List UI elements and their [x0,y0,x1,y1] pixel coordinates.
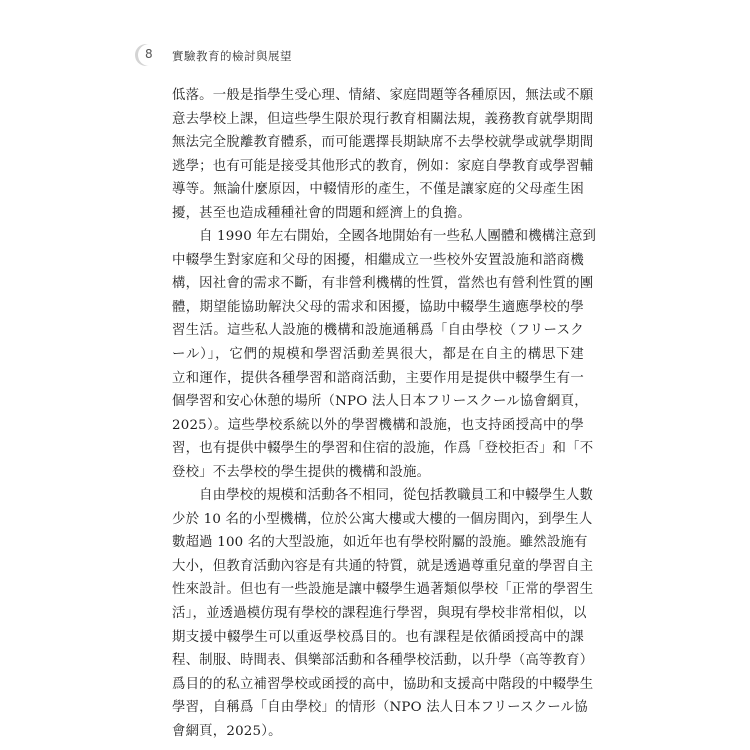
text-line: 自由學校的規模和活動各不相同，從包括教職員工和中輟學生人數 [199,488,594,504]
page-header [138,44,598,68]
text-line: 活」，並透過模仿現有學校的課程進行學習，與現有學校非常相似，以 [172,606,587,622]
paragraph [172,225,597,484]
page-body [172,84,597,743]
text-line: 擾，甚至也造成種種社會的問題和經濟上的負擔。 [172,205,471,221]
text-line: 個學習和安心休憩的場所（NPO 法人日本フリースクール協會網頁， [172,394,588,410]
page-number-badge [138,44,160,66]
text-line: 學習，自稱爲「自由學校」的情形（NPO 法人日本フリースクール協 [172,700,588,716]
text-line: 體，期望能協助解決父母的需求和困擾，協助中輟學生適應學校的學 [172,299,584,315]
paragraph [172,484,594,743]
text-line: 會網頁，2025）。 [172,723,282,739]
text-line: 爲目的的私立補習學校或函授的高中，協助和支援高中階段的中輟學生 [172,676,594,692]
text-line: 無法完全脫離教育體系，而可能選擇長期缺席不去學校就學或就學期間 [172,135,594,151]
text-line: 低落。一般是指學生受心理、情緒、家庭問題等各種原因，無法或不願 [172,88,594,103]
text-line: 中輟學生對家庭和父母的困擾，相繼成立一些校外安置設施和諮商機 [172,252,584,268]
text-line: 構，因社會的需求不斷，有非營利機構的性質，當然也有營利性質的團 [172,276,594,292]
text-line: ール）」，它們的規模和學習活動差異很大，都是在自主的構思下建 [172,347,584,363]
page-number: 8 [145,47,153,61]
text-line: 2025）。這些學校系統以外的學習機構和設施，也支持函授高中的學 [172,417,584,433]
text-line: 逃學；也有可能是接受其他形式的教育，例如：家庭自學教育或學習輔 [172,158,594,174]
running-title: 實驗教育的檢討與展望 [172,49,292,63]
text-line: 習，也有提供中輟學生的學習和住宿的設施，作爲「登校拒否」和「不 [172,441,594,457]
text-line: 數超過 100 名的大型設施，如近年也有學校附屬的設施。雖然設施有 [172,535,588,551]
text-line: 性來設計。但也有一些設施是讓中輟學生過著類似學校「正常的學習生 [172,582,594,598]
text-line: 大小，但教育活動內容是有共通的特質，就是透過尊重兒童的學習自主 [172,558,594,574]
text-line: 自 1990 年左右開始，全國各地開始有一些私人團體和機構注意到 [199,229,597,245]
text-line: 期支援中輟學生可以重返學校爲目的。也有課程是依循函授高中的課 [172,629,584,645]
text-line: 導等。無論什麼原因，中輟情形的產生，不僅是讓家庭的父母產生困 [172,182,584,198]
text-line: 意去學校上課，但這些學生限於現行教育相關法規，義務教育就學期間 [172,111,594,127]
text-line: 立和運作，提供各種學習和諮商活動，主要作用是提供中輟學生有一 [172,370,584,386]
text-line: 習生活。這些私人設施的機構和設施通稱爲「自由學校（フリースク [172,323,584,339]
text-line: 程、制服、時間表、俱樂部活動和各種學校活動，以升學（高等教育） [172,653,594,669]
text-line: 登校」不去學校的學生提供的機構和設施。 [172,464,431,480]
paragraph [172,84,594,225]
text-line: 少於 10 名的小型機構，位於公寓大樓或大樓的一個房間內，到學生人 [172,511,593,527]
